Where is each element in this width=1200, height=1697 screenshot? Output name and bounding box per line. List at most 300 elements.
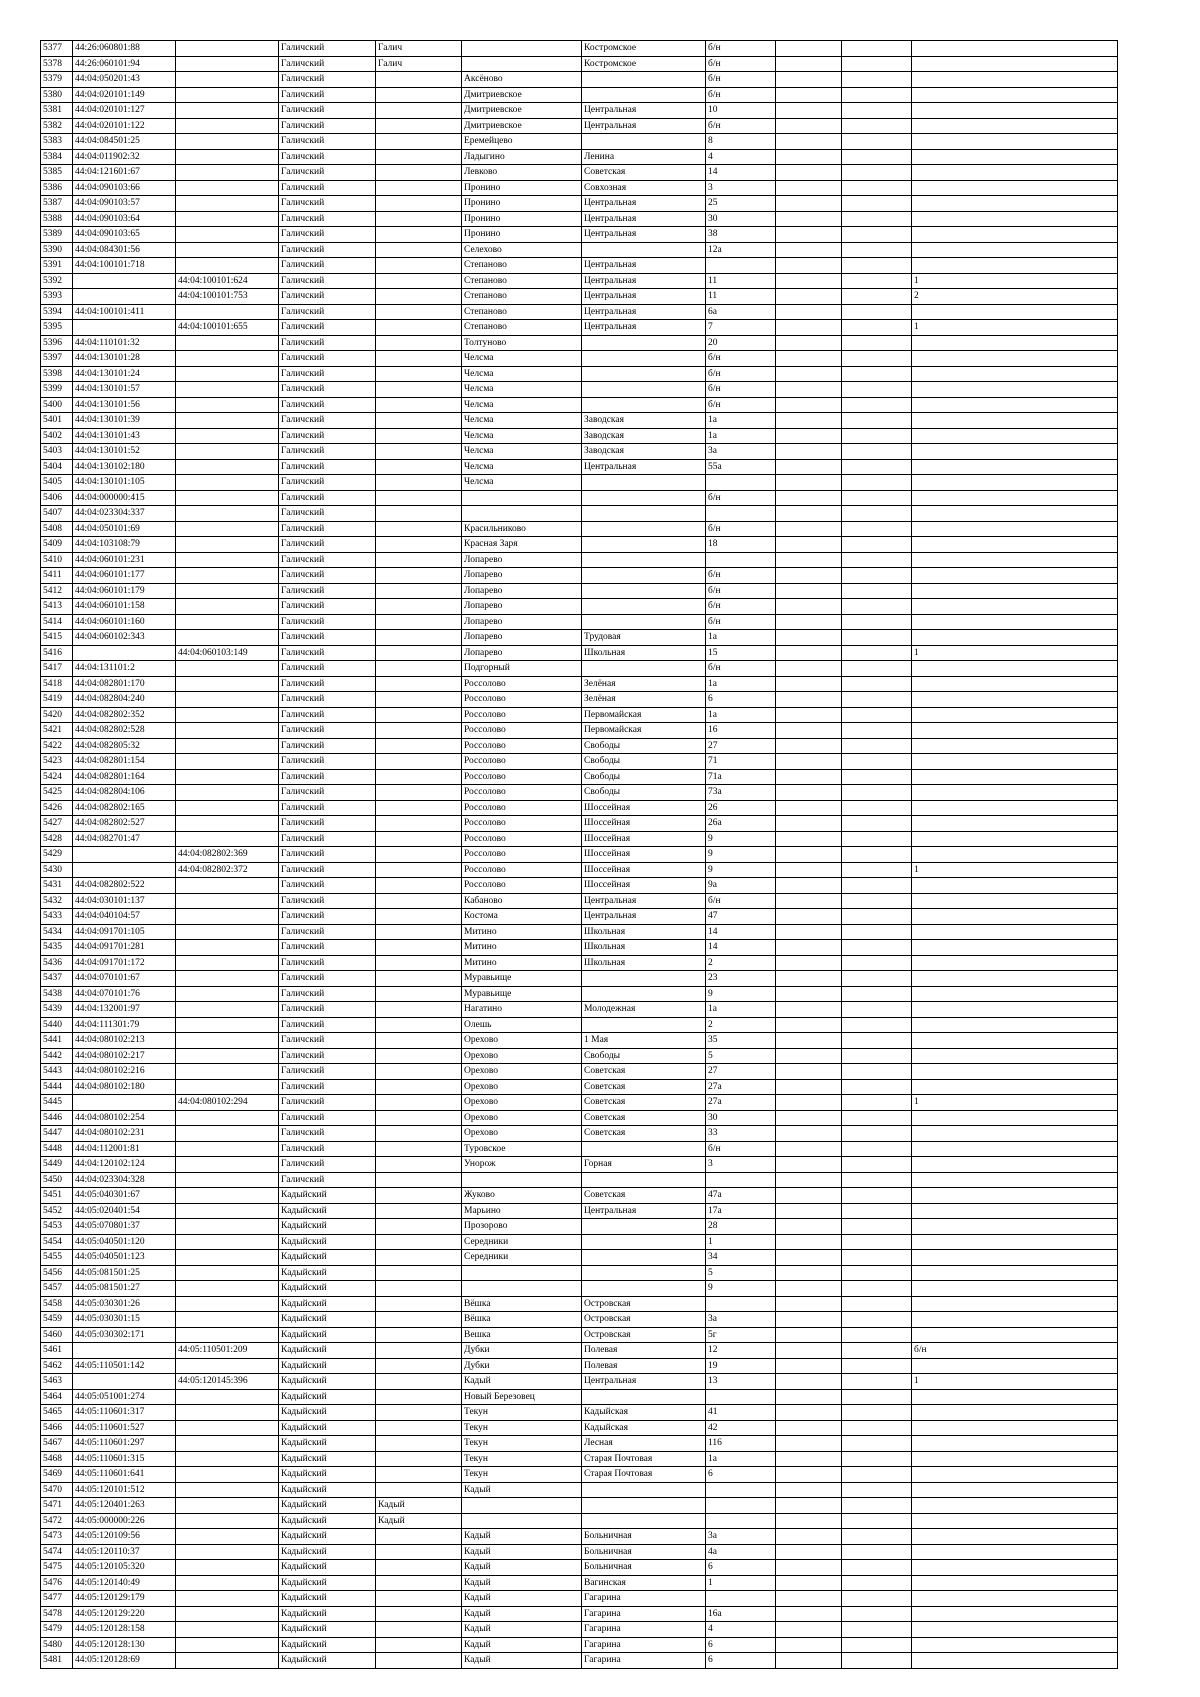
col-11-cell [912,1126,1118,1142]
street-cell: Советская [582,1126,706,1142]
street-cell [582,134,706,150]
city-cell [376,800,462,816]
table-row [41,878,1118,894]
col-9-cell [776,304,842,320]
house-number-cell: 1а [706,1002,776,1018]
col-11-cell [912,366,1118,382]
col-10-cell [842,1467,912,1483]
settlement-cell: Лопарево [462,583,582,599]
district-cell: Галичский [279,1048,376,1064]
settlement-cell: Красильниково [462,521,582,537]
street-cell: Молодежная [582,1002,706,1018]
cadastral-number-cell: 44:04:090103:65 [73,227,176,243]
row-number-cell: 5469 [41,1467,73,1483]
table-row [41,1188,1118,1204]
district-cell: Кадыйский [279,1436,376,1452]
row-number-cell: 5410 [41,552,73,568]
house-number-cell: 33 [706,1126,776,1142]
table-row [41,413,1118,429]
house-number-cell: 15 [706,645,776,661]
col-9-cell [776,738,842,754]
street-cell: Полевая [582,1343,706,1359]
district-cell: Галичский [279,366,376,382]
house-number-cell: 3 [706,180,776,196]
district-cell: Галичский [279,273,376,289]
cadastral-number-cell: 44:04:091701:281 [73,940,176,956]
cadastral-number-cell: 44:04:132001:97 [73,1002,176,1018]
row-number-cell: 5431 [41,878,73,894]
district-cell: Галичский [279,831,376,847]
col-9-cell [776,382,842,398]
street-cell: Первомайская [582,723,706,739]
related-cadastral-number-cell [176,227,279,243]
house-number-cell: 73а [706,785,776,801]
related-cadastral-number-cell [176,1591,279,1607]
col-9-cell [776,165,842,181]
row-number-cell: 5393 [41,289,73,305]
col-10-cell [842,413,912,429]
related-cadastral-number-cell [176,382,279,398]
district-cell: Кадыйский [279,1296,376,1312]
district-cell: Галичский [279,242,376,258]
cadastral-number-cell: 44:05:040501:120 [73,1234,176,1250]
house-number-cell: б/н [706,521,776,537]
col-10-cell [842,1141,912,1157]
district-cell: Галичский [279,754,376,770]
settlement-cell: Степаново [462,258,582,274]
col-10-cell [842,1126,912,1142]
street-cell: Зелёная [582,692,706,708]
city-cell: Кадый [376,1498,462,1514]
col-9-cell [776,754,842,770]
col-10-cell [842,1389,912,1405]
col-9-cell [776,1219,842,1235]
col-11-cell [912,878,1118,894]
col-9-cell [776,1312,842,1328]
cadastral-number-cell: 44:05:120128:158 [73,1622,176,1638]
street-cell: Больничная [582,1529,706,1545]
house-number-cell: 34 [706,1250,776,1266]
related-cadastral-number-cell [176,1281,279,1297]
related-cadastral-number-cell [176,785,279,801]
house-number-cell: б/н [706,118,776,134]
table-row [41,1529,1118,1545]
row-number-cell: 5419 [41,692,73,708]
house-number-cell: 4 [706,149,776,165]
street-cell: Центральная [582,893,706,909]
related-cadastral-number-cell [176,1033,279,1049]
cadastral-number-cell: 44:04:080102:180 [73,1079,176,1095]
street-cell [582,552,706,568]
row-number-cell: 5453 [41,1219,73,1235]
table-row [41,630,1118,646]
col-10-cell [842,847,912,863]
related-cadastral-number-cell [176,1312,279,1328]
city-cell [376,289,462,305]
col-11-cell [912,382,1118,398]
col-11-cell [912,490,1118,506]
settlement-cell: Кадый [462,1575,582,1591]
row-number-cell: 5421 [41,723,73,739]
table-row [41,1358,1118,1374]
street-cell [582,490,706,506]
col-9-cell [776,1079,842,1095]
house-number-cell: 5г [706,1327,776,1343]
city-cell [376,831,462,847]
col-11-cell [912,661,1118,677]
related-cadastral-number-cell [176,1513,279,1529]
house-number-cell [706,1389,776,1405]
house-number-cell [706,1482,776,1498]
related-cadastral-number-cell [176,1358,279,1374]
city-cell [376,630,462,646]
city-cell [376,506,462,522]
col-10-cell [842,1482,912,1498]
city-cell [376,583,462,599]
cadastral-number-cell: 44:04:070101:76 [73,986,176,1002]
row-number-cell: 5437 [41,971,73,987]
settlement-cell: Челсма [462,428,582,444]
related-cadastral-number-cell [176,149,279,165]
row-number-cell: 5446 [41,1110,73,1126]
settlement-cell: Дмитриевское [462,87,582,103]
col-9-cell [776,1451,842,1467]
district-cell: Галичский [279,521,376,537]
row-number-cell: 5381 [41,103,73,119]
related-cadastral-number-cell [176,165,279,181]
col-9-cell [776,1467,842,1483]
settlement-cell: Челсма [462,444,582,460]
district-cell: Галичский [279,413,376,429]
cadastral-number-cell: 44:04:070101:67 [73,971,176,987]
row-number-cell: 5428 [41,831,73,847]
settlement-cell: Кадый [462,1529,582,1545]
col-11-cell [912,785,1118,801]
col-10-cell [842,1544,912,1560]
street-cell [582,475,706,491]
col-9-cell [776,1637,842,1653]
col-11-cell [912,583,1118,599]
district-cell: Галичский [279,180,376,196]
col-10-cell [842,459,912,475]
col-9-cell [776,227,842,243]
cadastral-number-cell: 44:04:060102:343 [73,630,176,646]
district-cell: Кадыйский [279,1203,376,1219]
settlement-cell: Лопарево [462,599,582,615]
table-row [41,1141,1118,1157]
house-number-cell: 25 [706,196,776,212]
city-cell [376,955,462,971]
settlement-cell: Орехово [462,1095,582,1111]
cadastral-number-cell: 44:05:120140:49 [73,1575,176,1591]
col-10-cell [842,41,912,57]
col-11-cell [912,1529,1118,1545]
related-cadastral-number-cell [176,196,279,212]
col-9-cell [776,335,842,351]
house-number-cell: б/н [706,583,776,599]
street-cell: Свободы [582,738,706,754]
cadastral-number-cell: 44:04:080102:216 [73,1064,176,1080]
row-number-cell: 5377 [41,41,73,57]
row-number-cell: 5451 [41,1188,73,1204]
house-number-cell: б/н [706,490,776,506]
district-cell: Галичский [279,41,376,57]
district-cell: Кадыйский [279,1529,376,1545]
city-cell [376,1203,462,1219]
cadastral-number-cell: 44:26:060801:88 [73,41,176,57]
house-number-cell: 7 [706,320,776,336]
col-9-cell [776,800,842,816]
related-cadastral-number-cell [176,707,279,723]
col-10-cell [842,1234,912,1250]
street-cell: Вагинская [582,1575,706,1591]
street-cell: Старая Почтовая [582,1467,706,1483]
row-number-cell: 5476 [41,1575,73,1591]
city-cell [376,1219,462,1235]
district-cell: Галичский [279,955,376,971]
col-10-cell [842,754,912,770]
table-row [41,738,1118,754]
district-cell: Галичский [279,118,376,134]
table-row [41,1606,1118,1622]
col-11-cell [912,444,1118,460]
col-11-cell [912,1281,1118,1297]
col-9-cell [776,1482,842,1498]
street-cell: Свободы [582,785,706,801]
table-row [41,1281,1118,1297]
col-9-cell [776,413,842,429]
street-cell: Гагарина [582,1637,706,1653]
cadastral-number-cell [73,862,176,878]
house-number-cell: 16 [706,723,776,739]
city-cell [376,909,462,925]
row-number-cell: 5429 [41,847,73,863]
col-9-cell [776,1141,842,1157]
street-cell: Центральная [582,103,706,119]
city-cell [376,940,462,956]
table-row [41,459,1118,475]
table-row [41,1389,1118,1405]
city-cell [376,661,462,677]
settlement-cell [462,1513,582,1529]
col-11-cell [912,1482,1118,1498]
col-9-cell [776,289,842,305]
col-9-cell [776,1389,842,1405]
settlement-cell: Жуково [462,1188,582,1204]
settlement-cell: Орехово [462,1126,582,1142]
cadastral-number-cell: 44:04:030101:137 [73,893,176,909]
cadastral-number-cell: 44:05:000000:226 [73,1513,176,1529]
house-number-cell: 5 [706,1265,776,1281]
table-row [41,1250,1118,1266]
col-9-cell [776,1095,842,1111]
related-cadastral-number-cell [176,1436,279,1452]
col-11-cell [912,707,1118,723]
settlement-cell: Орехово [462,1033,582,1049]
col-9-cell [776,273,842,289]
cadastral-number-cell: 44:05:030302:171 [73,1327,176,1343]
table-row [41,676,1118,692]
house-number-cell: б/н [706,41,776,57]
settlement-cell: Россолово [462,692,582,708]
row-number-cell: 5405 [41,475,73,491]
row-number-cell: 5426 [41,800,73,816]
table-row [41,537,1118,553]
row-number-cell: 5388 [41,211,73,227]
street-cell [582,971,706,987]
table-row [41,1203,1118,1219]
col-10-cell [842,211,912,227]
district-cell: Галичский [279,909,376,925]
house-number-cell: 1а [706,428,776,444]
col-11-cell [912,180,1118,196]
table-row [41,521,1118,537]
row-number-cell: 5468 [41,1451,73,1467]
cadastral-number-cell: 44:05:020401:54 [73,1203,176,1219]
cadastral-number-cell: 44:04:060101:177 [73,568,176,584]
settlement-cell [462,1265,582,1281]
district-cell: Кадыйский [279,1467,376,1483]
col-11-cell [912,56,1118,72]
settlement-cell: Красная Заря [462,537,582,553]
col-11-cell: 1 [912,862,1118,878]
house-number-cell: 6 [706,1560,776,1576]
col-11-cell [912,118,1118,134]
col-10-cell [842,568,912,584]
row-number-cell: 5461 [41,1343,73,1359]
street-cell [582,1389,706,1405]
table-row [41,986,1118,1002]
col-10-cell [842,599,912,615]
table-row [41,847,1118,863]
row-number-cell: 5473 [41,1529,73,1545]
house-number-cell: 1а [706,707,776,723]
col-11-cell [912,1575,1118,1591]
related-cadastral-number-cell [176,1296,279,1312]
col-9-cell [776,1188,842,1204]
table-row [41,893,1118,909]
col-10-cell [842,149,912,165]
col-10-cell [842,273,912,289]
col-9-cell [776,583,842,599]
col-9-cell [776,614,842,630]
related-cadastral-number-cell [176,258,279,274]
house-number-cell [706,1591,776,1607]
table-row [41,304,1118,320]
row-number-cell: 5380 [41,87,73,103]
col-11-cell [912,893,1118,909]
table-row [41,723,1118,739]
table-row [41,211,1118,227]
house-number-cell: б/н [706,366,776,382]
row-number-cell: 5404 [41,459,73,475]
row-number-cell: 5384 [41,149,73,165]
related-cadastral-number-cell: 44:05:110501:209 [176,1343,279,1359]
house-number-cell: 55а [706,459,776,475]
cadastral-number-cell: 44:04:082801:170 [73,676,176,692]
district-cell: Галичский [279,986,376,1002]
related-cadastral-number-cell: 44:04:082802:369 [176,847,279,863]
house-number-cell [706,475,776,491]
settlement-cell: Россолово [462,878,582,894]
col-10-cell [842,335,912,351]
related-cadastral-number-cell [176,1451,279,1467]
settlement-cell: Селехово [462,242,582,258]
table-row [41,72,1118,88]
district-cell: Галичский [279,149,376,165]
related-cadastral-number-cell [176,1110,279,1126]
settlement-cell: Костома [462,909,582,925]
settlement-cell: Кадый [462,1653,582,1669]
col-10-cell [842,1374,912,1390]
col-10-cell [842,1560,912,1576]
district-cell: Галичский [279,1064,376,1080]
house-number-cell: 27а [706,1095,776,1111]
house-number-cell: 9 [706,986,776,1002]
related-cadastral-number-cell [176,444,279,460]
row-number-cell: 5450 [41,1172,73,1188]
cadastral-number-cell: 44:04:121601:67 [73,165,176,181]
col-11-cell [912,1405,1118,1421]
col-10-cell [842,955,912,971]
settlement-cell: Челсма [462,475,582,491]
settlement-cell: Россолово [462,862,582,878]
district-cell: Галичский [279,134,376,150]
col-9-cell [776,986,842,1002]
street-cell [582,366,706,382]
cadastral-number-cell: 44:04:103108:79 [73,537,176,553]
table-row [41,103,1118,119]
related-cadastral-number-cell [176,1420,279,1436]
street-cell: Центральная [582,289,706,305]
street-cell: Островская [582,1327,706,1343]
col-9-cell [776,1017,842,1033]
row-number-cell: 5444 [41,1079,73,1095]
cadastral-number-cell: 44:05:040301:67 [73,1188,176,1204]
col-9-cell [776,1622,842,1638]
row-number-cell: 5400 [41,397,73,413]
col-11-cell [912,1544,1118,1560]
col-9-cell [776,1420,842,1436]
district-cell: Кадыйский [279,1250,376,1266]
col-11-cell [912,1622,1118,1638]
settlement-cell [462,56,582,72]
related-cadastral-number-cell: 44:05:120145:396 [176,1374,279,1390]
table-row [41,1575,1118,1591]
related-cadastral-number-cell [176,1327,279,1343]
cadastral-number-cell [73,1374,176,1390]
row-number-cell: 5471 [41,1498,73,1514]
row-number-cell: 5448 [41,1141,73,1157]
table-row [41,1157,1118,1173]
row-number-cell: 5442 [41,1048,73,1064]
related-cadastral-number-cell [176,552,279,568]
cadastral-number-cell: 44:05:081501:25 [73,1265,176,1281]
row-number-cell: 5390 [41,242,73,258]
related-cadastral-number-cell [176,351,279,367]
col-9-cell [776,1281,842,1297]
col-11-cell [912,165,1118,181]
cadastral-number-cell: 44:04:112001:81 [73,1141,176,1157]
col-11-cell [912,196,1118,212]
col-9-cell [776,211,842,227]
related-cadastral-number-cell: 44:04:082802:372 [176,862,279,878]
house-number-cell: 23 [706,971,776,987]
city-cell [376,1110,462,1126]
city-cell [376,1653,462,1669]
city-cell [376,72,462,88]
cadastral-number-cell: 44:05:120401:263 [73,1498,176,1514]
